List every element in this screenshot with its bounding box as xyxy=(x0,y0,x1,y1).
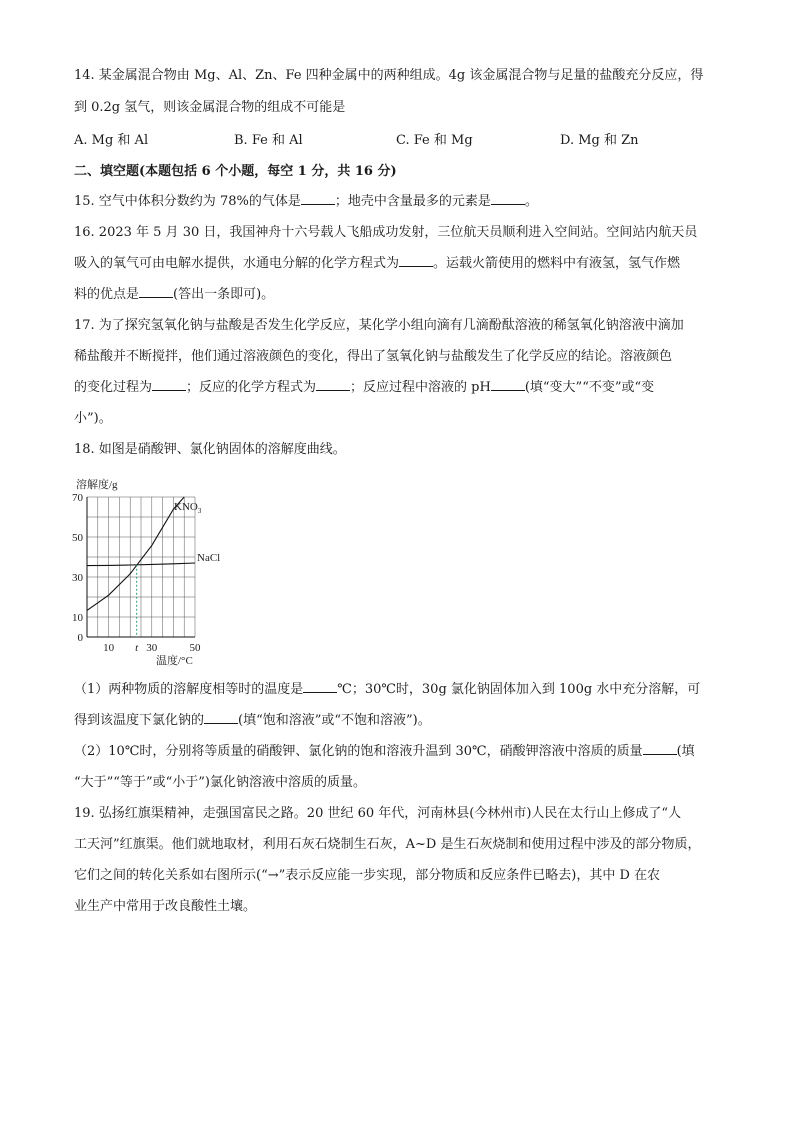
q15-text-1: 15. 空气中体积分数约为 78%的气体是 xyxy=(74,194,301,209)
q16-line3 xyxy=(74,285,274,305)
answer-blank[interactable] xyxy=(204,711,238,724)
q19-line4: 业生产中常用于改良酸性土壤。 xyxy=(74,899,257,914)
q15-text-3: 。 xyxy=(524,194,538,209)
q16-text-2a: 吸入的氧气可由电解水提供，水通电分解的化学方程式为 xyxy=(74,256,400,271)
answer-blank[interactable] xyxy=(139,285,173,298)
q17-line4: 小”)。 xyxy=(74,411,112,426)
q15 xyxy=(74,192,538,212)
q14-option-c[interactable]: C. Fe 和 Mg xyxy=(396,133,473,148)
q14-option-b[interactable]: B. Fe 和 Al xyxy=(234,133,303,148)
chart-grid xyxy=(87,497,195,637)
answer-blank[interactable] xyxy=(303,680,337,693)
answer-blank[interactable] xyxy=(491,378,525,391)
q14-option-d[interactable]: D. Mg 和 Zn xyxy=(560,133,639,148)
q17-line1: 17. 为了探究氢氧化钠与盐酸是否发生化学反应，某化学小组向滴有几滴酚酞溶液的稀氢氧化钠溶液中滴加 xyxy=(74,318,684,333)
y-tick-label: 0 xyxy=(77,632,83,644)
kno3-curve-label xyxy=(174,501,202,515)
q17-line2: 稀盐酸并不断搅拌，他们通过溶液颜色的变化，得出了氢氧化钠与盐酸发生了化学反应的结论。溶液颜色 xyxy=(74,349,673,364)
q17-text-3d: (填“变大”“不变”或“变 xyxy=(524,380,655,395)
q16-text-2b: 。运载火箭使用的燃料中有液氢，氢气作燃 xyxy=(433,256,681,271)
q19-line1: 19. 弘扬红旗渠精神，走强国富民之路。20 世纪 60 年代，河南林县(今林州市)人民在太行山上修成了“人 xyxy=(74,806,682,821)
q14-options xyxy=(74,131,734,151)
y-tick-label: 10 xyxy=(72,612,83,624)
q18-text-1a: （1）两种物质的溶解度相等时的温度是 xyxy=(74,682,304,697)
kno3-curve xyxy=(87,497,184,610)
q18-text-1d: (填“饱和溶液”或“不饱和溶液”)。 xyxy=(238,713,431,728)
q18-text-1c: 得到该温度下氯化钠的 xyxy=(74,713,205,728)
q17-line3 xyxy=(74,378,654,398)
x-tick-label: 50 xyxy=(189,642,201,654)
q19-line3: 它们之间的转化关系如右图所示(“→”表示反应能一步实现，部分物质和反应条件已略去)，其中 D 在农 xyxy=(74,868,661,883)
q18-sub1-line2 xyxy=(74,711,431,731)
x-tick-label: 30 xyxy=(146,642,158,654)
q17-text-3a: 的变化过程为 xyxy=(74,380,153,395)
answer-blank[interactable] xyxy=(399,254,433,267)
y-axis-label: 溶解度/g xyxy=(76,479,118,491)
x-tick-label: t xyxy=(135,642,139,654)
q18-intro: 18. 如图是硝酸钾、氯化钠固体的溶解度曲线。 xyxy=(74,442,346,457)
answer-blank[interactable] xyxy=(152,378,186,391)
q15-text-2: ；地壳中含量最多的元素是 xyxy=(334,194,491,209)
q18-sub2-line1 xyxy=(74,742,695,762)
nacl-curve-label: NaCl xyxy=(197,552,221,564)
answer-blank[interactable] xyxy=(491,192,525,205)
q17-text-3c: ；反应过程中溶液的 pH xyxy=(350,380,491,395)
q18-text-1b: ℃；30℃时，30g 氯化钠固体加入到 100g 水中充分溶解，可 xyxy=(337,682,701,697)
answer-blank[interactable] xyxy=(643,742,677,755)
section-heading: 二、填空题(本题包括 6 个小题，每空 1 分，共 16 分) xyxy=(74,164,397,179)
y-tick-label: 30 xyxy=(72,572,83,584)
y-tick-label: 50 xyxy=(72,532,83,544)
q18-text-2b: (填 xyxy=(676,744,695,759)
q14-option-a[interactable]: A. Mg 和 Al xyxy=(74,133,149,148)
q18-text-2a: （2）10℃时，分别将等质量的硝酸钾、氯化钠的饱和溶液升温到 30℃，硝酸钾溶液中溶质的质量 xyxy=(74,744,643,759)
q16-text-3a: 料的优点是 xyxy=(74,287,140,302)
q18-sub1-line1 xyxy=(74,680,700,700)
q16-line2 xyxy=(74,254,680,274)
solubility-chart xyxy=(70,472,250,672)
q14-line1: 14. 某金属混合物由 Mg、Al、Zn、Fe 四种金属中的两种组成。4g 该金属混合物与足量的盐酸充分反应，得 xyxy=(74,68,704,83)
kno3-label-sub: 3 xyxy=(197,507,202,515)
kno3-label-main: KNO xyxy=(174,501,198,513)
x-axis-label: 温度/°C xyxy=(156,655,193,667)
answer-blank[interactable] xyxy=(316,378,350,391)
y-tick-label: 70 xyxy=(72,492,83,504)
q14-line2: 到 0.2g 氢气，则该金属混合物的组成不可能是 xyxy=(74,100,346,115)
q16-text-3b: (答出一条即可)。 xyxy=(173,287,275,302)
q16-line1: 16. 2023 年 5 月 30 日，我国神舟十六号载人飞船成功发射，三位航天员顺利进入空间站。空间站内航天员 xyxy=(74,225,698,240)
q18-sub2-line2: “大于”“等于”或“小于”)氯化钠溶液中溶质的质量。 xyxy=(74,775,366,790)
x-tick-label: 10 xyxy=(103,642,115,654)
q17-text-3b: ；反应的化学方程式为 xyxy=(186,380,317,395)
answer-blank[interactable] xyxy=(301,192,335,205)
q19-line2: 工天河”红旗渠。他们就地取材，利用石灰石烧制生石灰，A~D 是生石灰烧制和使用过程中涉及的部分物质， xyxy=(74,837,701,852)
